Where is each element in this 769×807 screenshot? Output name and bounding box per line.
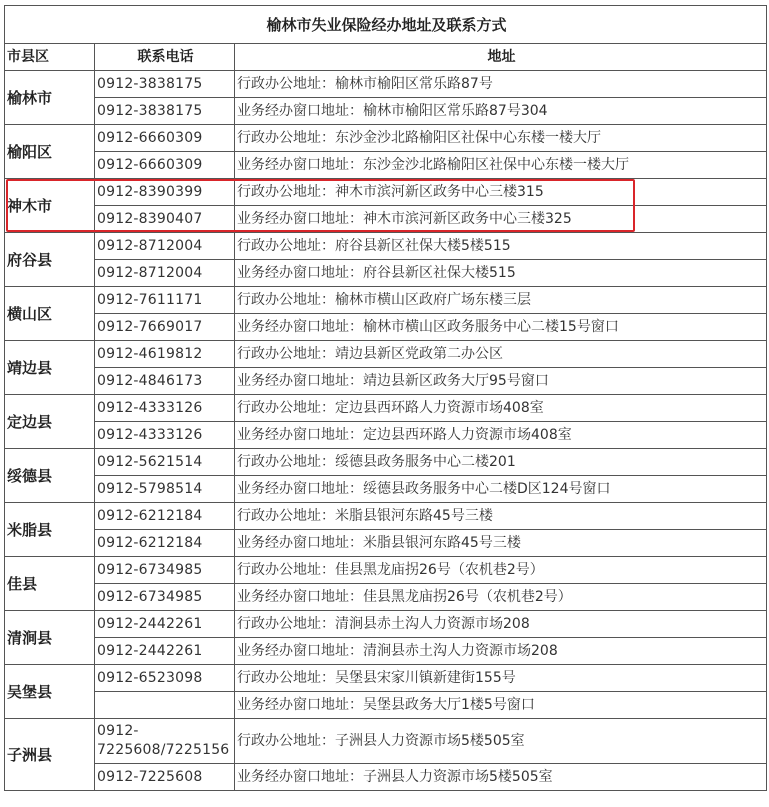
phone-cell: 0912-7669017: [95, 314, 235, 341]
district-cell: 吴堡县: [5, 665, 95, 719]
address-cell: 行政办公地址：子洲县人力资源市场5楼505室: [235, 719, 767, 764]
district-cell: 绥德县: [5, 449, 95, 503]
address-cell: 业务经办窗口地址：榆林市横山区政务服务中心二楼15号窗口: [235, 314, 767, 341]
table-row: [5, 395, 767, 422]
phone-cell: 0912-2442261: [95, 638, 235, 665]
address-cell: 行政办公地址：吴堡县宋家川镇新建街155号: [235, 665, 767, 692]
district-cell: 横山区: [5, 287, 95, 341]
phone-cell: 0912-7225608: [95, 764, 235, 791]
phone-cell: 0912-6212184: [95, 530, 235, 557]
table-row: [5, 611, 767, 638]
table-row: [5, 476, 767, 503]
table-row: [5, 449, 767, 476]
district-cell: 佳县: [5, 557, 95, 611]
phone-cell: 0912-8390399: [95, 179, 235, 206]
address-cell: 业务经办窗口地址：吴堡县政务大厅1楼5号窗口: [235, 692, 767, 719]
district-cell: 榆阳区: [5, 125, 95, 179]
column-header-address: 地址: [235, 44, 767, 71]
contact-table: [4, 5, 767, 791]
table-row: [5, 98, 767, 125]
phone-cell: 0912-4846173: [95, 368, 235, 395]
phone-cell: 0912-4333126: [95, 422, 235, 449]
address-cell: 行政办公地址：定边县西环路人力资源市场408室: [235, 395, 767, 422]
phone-cell: 0912-3838175: [95, 98, 235, 125]
phone-cell: 0912-4619812: [95, 341, 235, 368]
table-row: [5, 314, 767, 341]
table-row: [5, 503, 767, 530]
table-row: [5, 584, 767, 611]
address-cell: 行政办公地址：府谷县新区社保大楼5楼515: [235, 233, 767, 260]
phone-cell: 0912-5798514: [95, 476, 235, 503]
address-cell: 行政办公地址：榆林市榆阳区常乐路87号: [235, 71, 767, 98]
district-cell: 靖边县: [5, 341, 95, 395]
table-row: [5, 638, 767, 665]
phone-cell: 0912-4333126: [95, 395, 235, 422]
address-cell: 业务经办窗口地址：子洲县人力资源市场5楼505室: [235, 764, 767, 791]
district-cell: 定边县: [5, 395, 95, 449]
district-cell: 榆林市: [5, 71, 95, 125]
phone-cell: 0912-6523098: [95, 665, 235, 692]
table-row: [5, 287, 767, 314]
phone-cell: 0912-8712004: [95, 233, 235, 260]
table-title: 榆林市失业保险经办地址及联系方式: [5, 6, 767, 44]
address-cell: 行政办公地址：神木市滨河新区政务中心三楼315: [235, 179, 767, 206]
district-cell: 米脂县: [5, 503, 95, 557]
phone-cell: 0912-6660309: [95, 125, 235, 152]
address-cell: 业务经办窗口地址：定边县西环路人力资源市场408室: [235, 422, 767, 449]
table-row: [5, 341, 767, 368]
table-row: [5, 233, 767, 260]
address-cell: 业务经办窗口地址：绥德县政务服务中心二楼D区124号窗口: [235, 476, 767, 503]
table-row: [5, 71, 767, 98]
table-row: [5, 692, 767, 719]
district-cell: 子洲县: [5, 719, 95, 791]
address-cell: 行政办公地址：清涧县赤土沟人力资源市场208: [235, 611, 767, 638]
phone-cell: 0912-7225608/7225156: [95, 719, 235, 764]
district-cell: 清涧县: [5, 611, 95, 665]
phone-cell: 0912-6734985: [95, 584, 235, 611]
phone-cell: 0912-8390407: [95, 206, 235, 233]
table-row: [5, 557, 767, 584]
column-header-phone: 联系电话: [95, 44, 235, 71]
address-cell: 业务经办窗口地址：靖边县新区政务大厅95号窗口: [235, 368, 767, 395]
phone-cell: 0912-3838175: [95, 71, 235, 98]
phone-cell: 0912-6734985: [95, 557, 235, 584]
phone-cell: 0912-6212184: [95, 503, 235, 530]
table-row: [5, 260, 767, 287]
address-cell: 业务经办窗口地址：东沙金沙北路榆阳区社保中心东楼一楼大厅: [235, 152, 767, 179]
address-cell: 行政办公地址：榆林市横山区政府广场东楼三层: [235, 287, 767, 314]
address-cell: 业务经办窗口地址：清涧县赤土沟人力资源市场208: [235, 638, 767, 665]
address-cell: 业务经办窗口地址：佳县黑龙庙拐26号（农机巷2号）: [235, 584, 767, 611]
highlight-box: [6, 179, 635, 232]
address-cell: 行政办公地址：绥德县政务服务中心二楼201: [235, 449, 767, 476]
phone-cell: 0912-7611171: [95, 287, 235, 314]
phone-cell: [95, 692, 235, 719]
table-row: [5, 152, 767, 179]
phone-cell: 0912-6660309: [95, 152, 235, 179]
phone-cell: 0912-5621514: [95, 449, 235, 476]
column-header-district: 市县区: [5, 44, 95, 71]
district-cell: 府谷县: [5, 233, 95, 287]
table-row: [5, 719, 767, 764]
address-cell: 业务经办窗口地址：米脂县银河东路45号三楼: [235, 530, 767, 557]
district-cell: 神木市: [5, 179, 95, 233]
table-row: [5, 422, 767, 449]
address-cell: 行政办公地址：米脂县银河东路45号三楼: [235, 503, 767, 530]
address-cell: 业务经办窗口地址：府谷县新区社保大楼515: [235, 260, 767, 287]
table-row: [5, 665, 767, 692]
address-cell: 行政办公地址：东沙金沙北路榆阳区社保中心东楼一楼大厅: [235, 125, 767, 152]
table-row: [5, 125, 767, 152]
table-row: [5, 530, 767, 557]
table-row: [5, 764, 767, 791]
table-row: [5, 368, 767, 395]
phone-cell: 0912-8712004: [95, 260, 235, 287]
address-cell: 业务经办窗口地址：神木市滨河新区政务中心三楼325: [235, 206, 767, 233]
address-cell: 业务经办窗口地址：榆林市榆阳区常乐路87号304: [235, 98, 767, 125]
address-cell: 行政办公地址：靖边县新区党政第二办公区: [235, 341, 767, 368]
phone-cell: 0912-2442261: [95, 611, 235, 638]
address-cell: 行政办公地址：佳县黑龙庙拐26号（农机巷2号）: [235, 557, 767, 584]
